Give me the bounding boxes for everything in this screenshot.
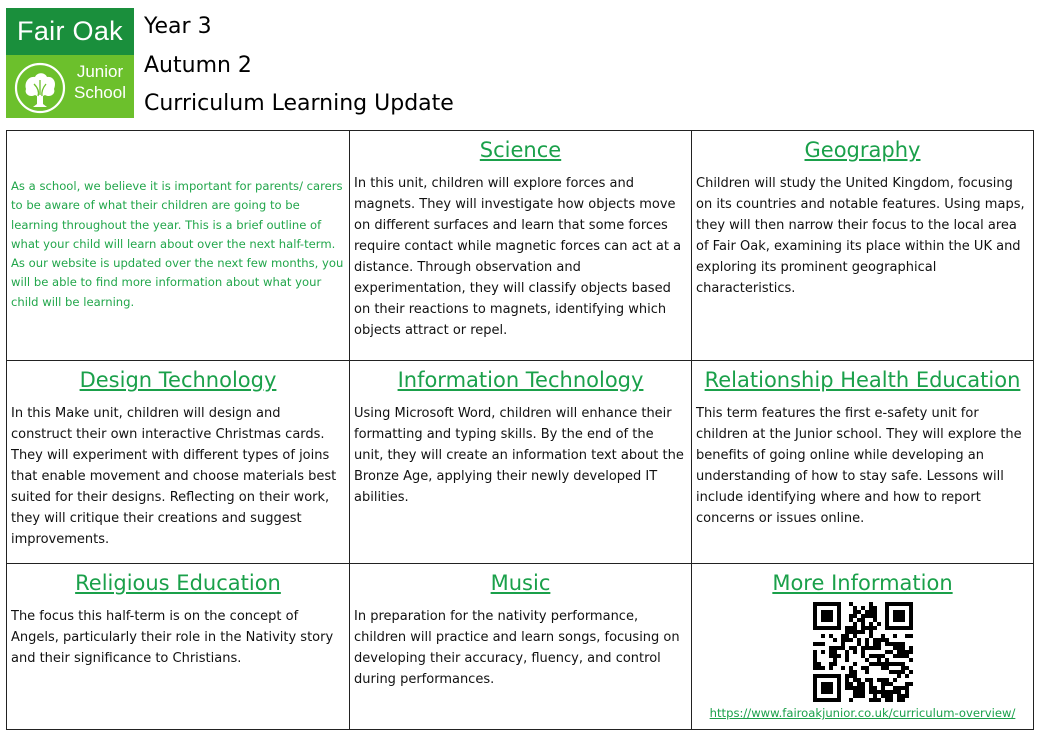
more-info-cell — [692, 564, 1034, 730]
science-title: Science — [479, 138, 562, 162]
qr-code-icon[interactable] — [813, 602, 913, 702]
curriculum-overview-link[interactable]: https://www.fairoakjunior.co.uk/curriculum-overview/ — [709, 706, 1016, 720]
geography-text: Children will study the United Kingdom, focusing on its countries and notable features. Using maps, they will then narrow their focus to the local area of Fair Oak, examining its place within the UK and exploring its prominent geographical characteristics. — [696, 176, 1025, 296]
rhe-text: This term features the first e-safety unit for children at the Junior school. They will explore the benefits of going online while developing an understanding of how to stay safe. Lessons will include identifying where and how to report concerns or issues online. — [696, 406, 1022, 526]
re-title: Religious Education — [75, 571, 281, 595]
geography-title: Geography — [804, 138, 921, 162]
it-title: Information Technology — [397, 368, 644, 392]
rhe-cell — [692, 361, 1034, 564]
science-cell — [350, 131, 692, 361]
design-title: Design Technology — [79, 368, 277, 392]
logo-junior: Junior — [76, 62, 124, 81]
it-cell — [350, 361, 692, 564]
re-text: The focus this half-term is on the concept of Angels, particularly their role in the Nativity story and their significance to Christians. — [11, 609, 334, 666]
intro-text: As a school, we believe it is important for parents/ carers to be aware of what their children are going to be learning throughout the year. This is a brief outline of what your child will learn about over the next half-term. As our website is updated over the next few months, you will be able to find more information about what your child will be learning. — [11, 179, 344, 309]
design-text: In this Make unit, children will design and construct their own interactive Christmas cards. They will experiment with different types of joins that enable movement and choose materials best suited for their designs. Reflecting on their work, they will critique their creations and suggest improvements. — [11, 406, 337, 547]
design-cell — [7, 361, 350, 564]
logo-name: Fair Oak — [6, 8, 134, 55]
school-logo — [6, 8, 134, 118]
page-title: Curriculum Learning Update — [144, 91, 454, 116]
music-text: In preparation for the nativity performance, children will practice and learn songs, focusing on developing their accuracy, fluency, and control during performances. — [354, 609, 680, 687]
logo-school: School — [74, 83, 126, 102]
science-text: In this unit, children will explore forces and magnets. They will investigate how objects move on different surfaces and learn that some forces require contact while magnetic forces can act at a distance. Through observation and experimentation, they will classify objects based on their reactions to magnets, identifying which objects attract or repel. — [354, 176, 682, 338]
term-label: Autumn 2 — [144, 52, 252, 78]
it-text: Using Microsoft Word, children will enhance their formatting and typing skills. By the end of the unit, they will create an information text about the Bronze Age, applying their newly developed IT abilities. — [354, 406, 684, 505]
rhe-title: Relationship Health Education — [704, 368, 1021, 392]
re-cell — [7, 564, 350, 730]
page-heading — [144, 8, 454, 124]
year-label: Year 3 — [144, 14, 212, 39]
more-info-title: More Information — [772, 571, 953, 595]
music-title: Music — [490, 571, 551, 595]
music-cell — [350, 564, 692, 730]
geography-cell — [692, 131, 1034, 361]
intro-cell — [7, 131, 350, 361]
curriculum-grid — [6, 130, 1034, 730]
tree-icon — [14, 62, 66, 114]
